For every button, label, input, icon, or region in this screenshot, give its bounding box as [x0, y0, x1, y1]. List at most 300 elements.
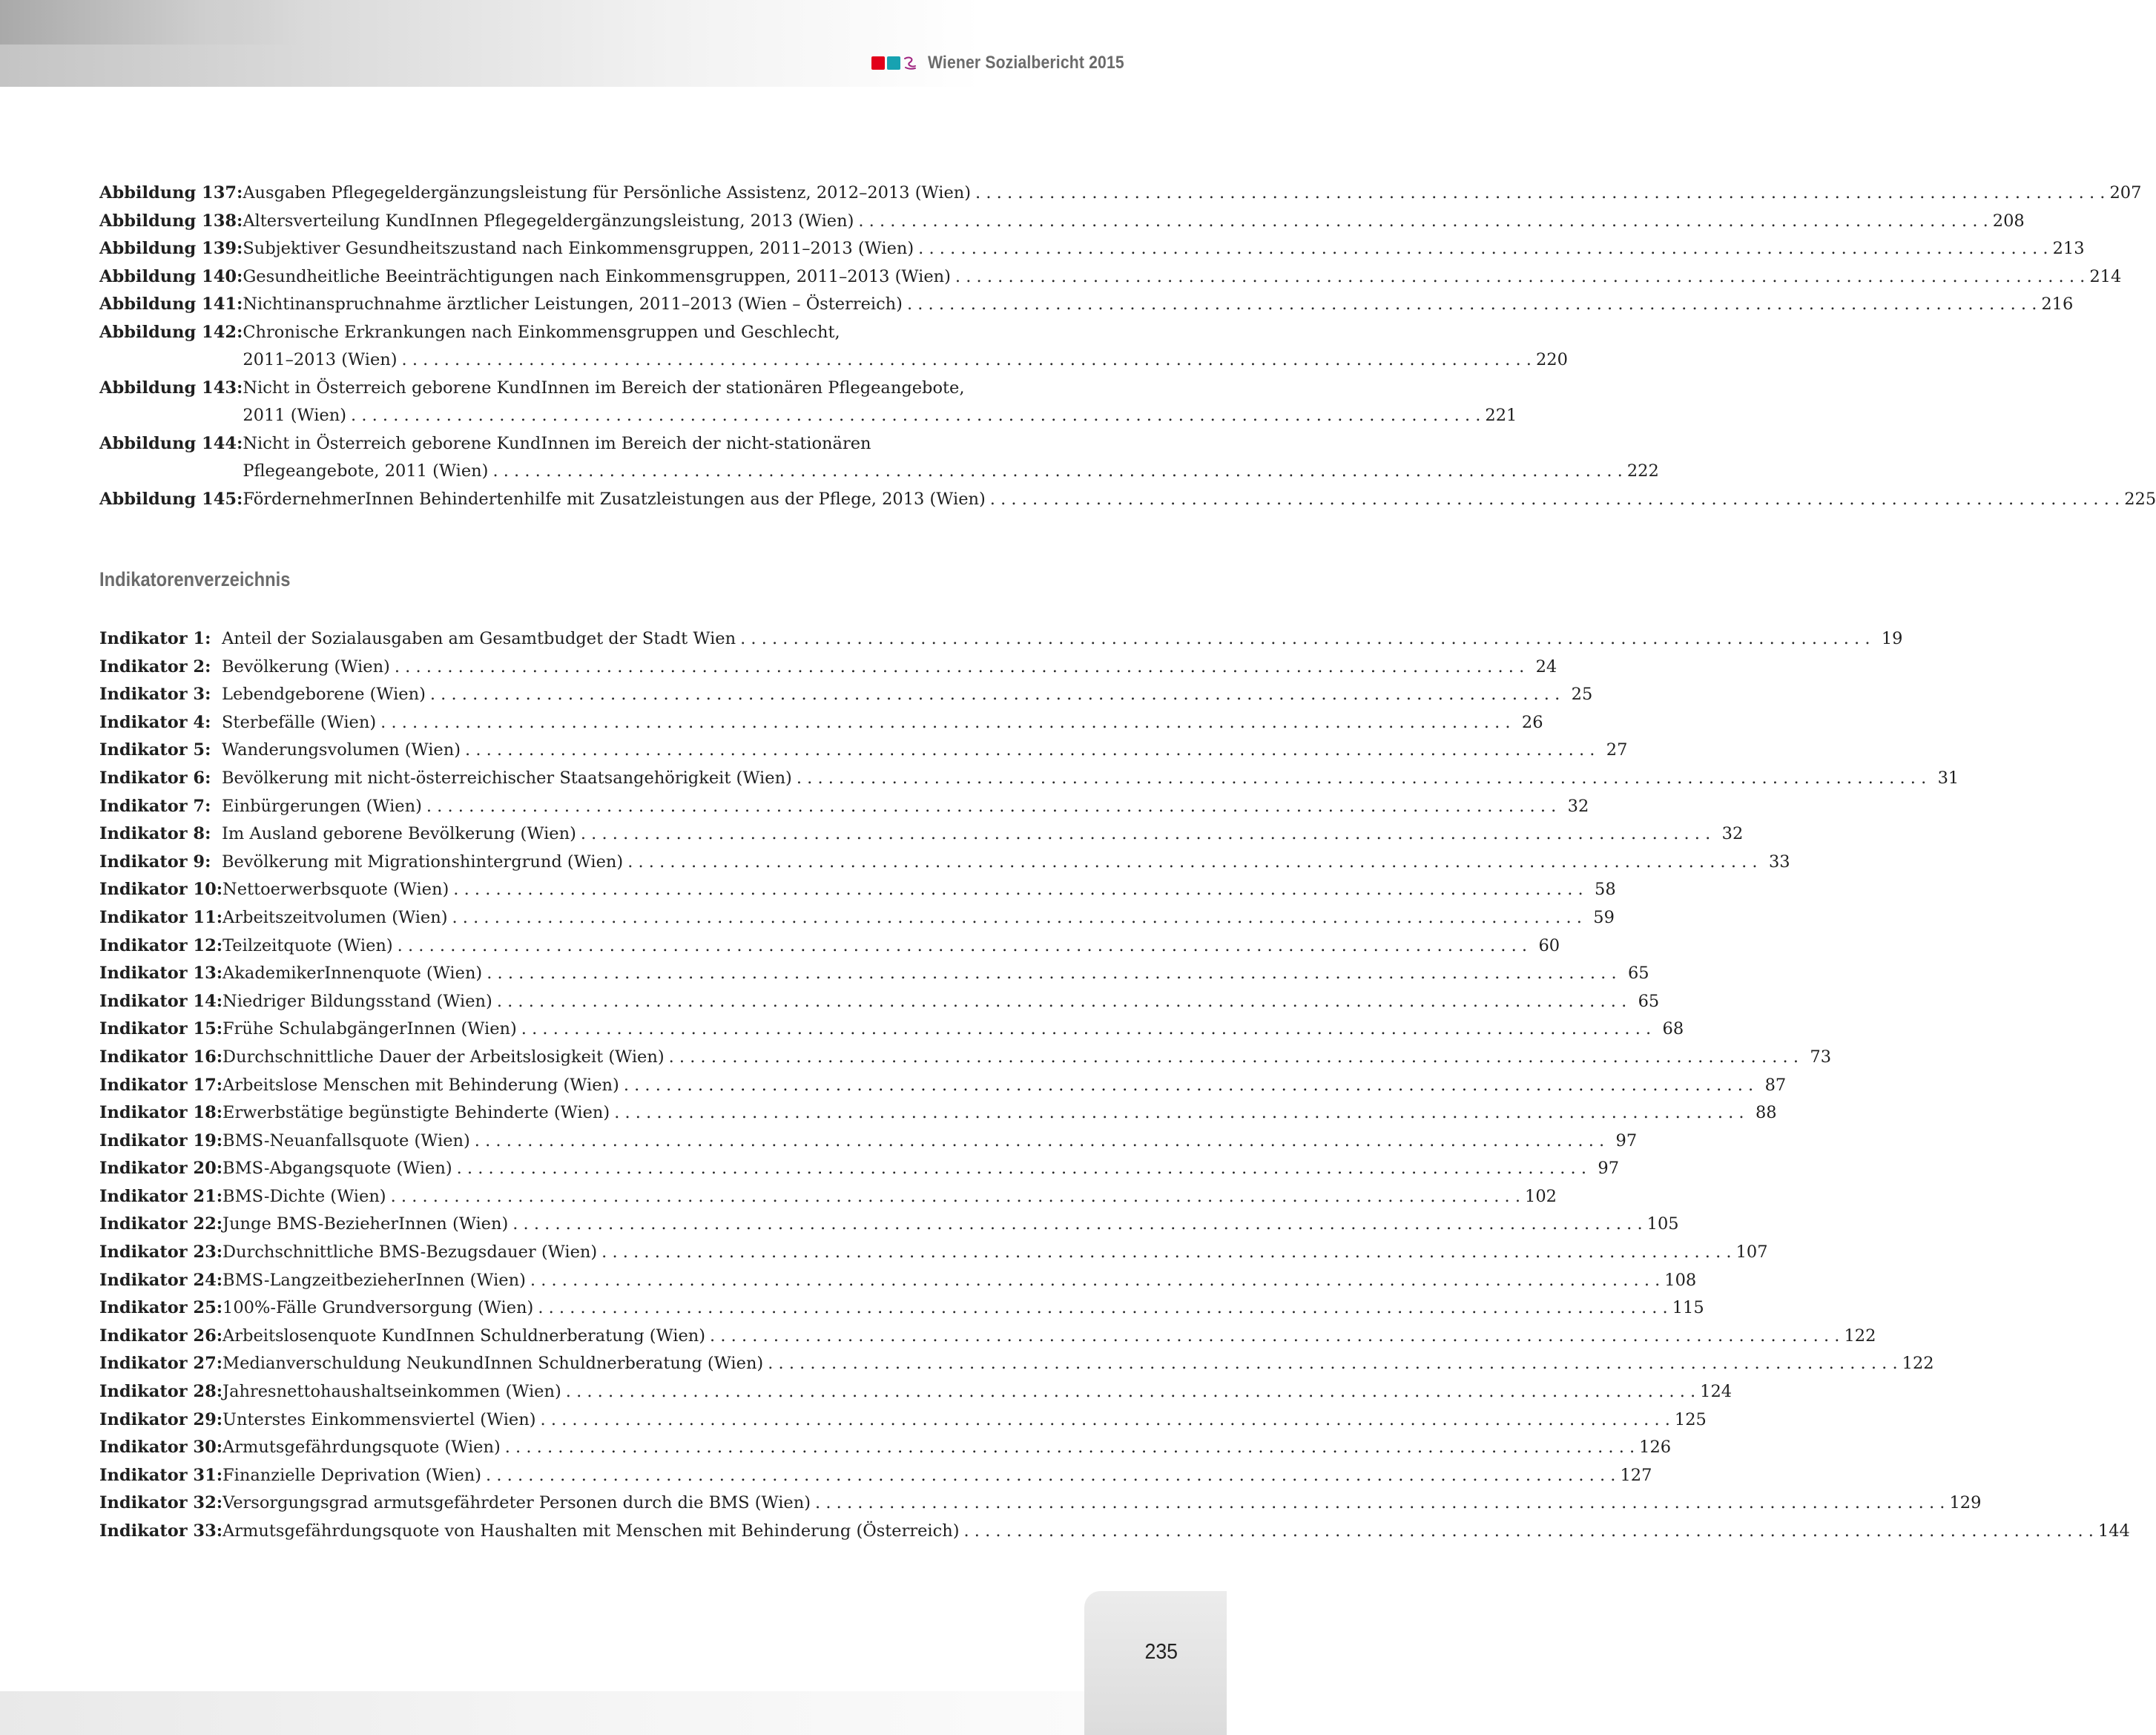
indicator-title: Sterbefälle (Wien)	[222, 712, 377, 732]
indicator-entry	[99, 737, 1628, 765]
indicator-entry-body	[222, 1015, 1684, 1044]
indicator-entry	[99, 1155, 1620, 1183]
dot-leader	[541, 1406, 1670, 1435]
indicator-title: Frühe SchulabgängerInnen (Wien)	[222, 1019, 517, 1039]
figure-entry-body	[243, 291, 2073, 319]
indicator-label: Indikator 3:	[99, 685, 211, 705]
figure-page-number: 213	[2052, 239, 2085, 258]
indicator-title: AkademikerInnenquote (Wien)	[222, 964, 483, 984]
figure-entry	[99, 430, 1659, 486]
indicator-title: Versorgungsgrad armutsgefährdeter Personen durch die BMS (Wien)	[222, 1493, 811, 1513]
indicator-title-line-wrap	[222, 765, 1959, 793]
indicator-entry	[99, 932, 1560, 961]
indicator-page-number: 127	[1620, 1465, 1652, 1485]
figure-title-line: 2011 (Wien)	[243, 406, 347, 425]
indicator-title: 100%-Fälle Grundversorgung (Wien)	[222, 1298, 534, 1318]
indicator-entry-body	[222, 820, 1743, 849]
indicator-page-number: 25	[1571, 685, 1593, 705]
indicator-label: Indikator 10:	[99, 880, 223, 900]
figure-title-line: FördernehmerInnen Behindertenhilfe mit Zusatzleistungen aus der Pflege, 2013 (Wien)	[243, 489, 986, 509]
dot-leader	[492, 458, 1622, 486]
indicator-entry	[99, 988, 1660, 1016]
indicator-title: Medianverschuldung NeukundInnen Schuldnerberatung (Wien)	[222, 1354, 764, 1374]
figure-title-last-line	[243, 346, 1568, 375]
indicator-entry-body	[222, 1211, 1679, 1239]
dot-leader	[452, 904, 1582, 932]
dot-leader	[351, 402, 1480, 430]
indicator-title: Im Ausland geborene Bevölkerung (Wien)	[222, 824, 576, 844]
indicator-label: Indikator 16:	[99, 1047, 223, 1067]
indicator-label: Indikator 12:	[99, 935, 223, 955]
figure-title-last-line	[243, 486, 2156, 514]
indicator-title-line-wrap	[222, 876, 1616, 904]
indicator-page-number: 65	[1627, 964, 1649, 984]
figure-title-line: Nichtinanspruchnahme ärztlicher Leistungen, 2011–2013 (Wien – Österreich)	[243, 294, 903, 314]
dot-leader	[395, 653, 1524, 682]
indicator-entry-body	[222, 1323, 1876, 1351]
figure-entry	[99, 180, 2142, 208]
indicator-title: Armutsgefährdungsquote von Haushalten mit Menschen mit Behinderung (Österreich)	[222, 1521, 960, 1541]
indicator-label: Indikator 6:	[99, 768, 211, 788]
indicator-entry-body	[222, 1378, 1732, 1406]
dot-leader	[964, 1518, 2094, 1546]
dot-leader	[505, 1434, 1635, 1462]
indicator-page-number: 26	[1521, 712, 1543, 732]
dot-leader	[907, 291, 2037, 319]
indicator-entry-body	[222, 737, 1627, 765]
indicator-title: BMS-Neuanfallsquote (Wien)	[222, 1130, 470, 1150]
figure-entry	[99, 208, 2025, 236]
indicator-title: Junge BMS-BezieherInnen (Wien)	[222, 1214, 509, 1234]
figure-page-number: 216	[2041, 294, 2074, 314]
dot-leader	[453, 876, 1583, 904]
running-header	[871, 50, 1151, 76]
figure-entry	[99, 486, 2156, 514]
indicator-page-number: 122	[1902, 1354, 1934, 1374]
indicator-section-heading: Indikatorenverzeichnis	[99, 568, 291, 590]
indicator-label: Indikator 27:	[99, 1354, 223, 1374]
indicator-title-line-wrap	[222, 1072, 1786, 1100]
indicator-label: Indikator 1:	[99, 629, 211, 648]
figure-label: Abbildung 141:	[99, 294, 243, 314]
indicator-entry-body	[222, 1099, 1777, 1127]
indicator-entry	[99, 820, 1744, 849]
indicator-title-line-wrap	[222, 681, 1592, 709]
indicator-entry-body	[222, 1406, 1707, 1435]
indicator-entry-body	[222, 765, 1959, 793]
indicator-entry-body	[222, 1462, 1652, 1490]
figure-title-line: Pflegeangebote, 2011 (Wien)	[243, 461, 489, 481]
dot-leader	[521, 1015, 1651, 1044]
figure-page-number: 220	[1535, 350, 1568, 369]
logo-teal-square-icon	[887, 56, 900, 70]
indicator-entry-body	[222, 1127, 1637, 1156]
indicator-title-line-wrap	[222, 960, 1649, 988]
figure-title-line: Subjektiver Gesundheitszustand nach Einkommensgruppen, 2011–2013 (Wien)	[243, 239, 914, 258]
indicator-title-line-wrap	[222, 1518, 2130, 1546]
indicator-label: Indikator 33:	[99, 1521, 223, 1541]
indicator-page-number: 58	[1595, 880, 1616, 900]
indicator-entry-body	[222, 1267, 1696, 1295]
indicator-label: Indikator 15:	[99, 1019, 223, 1039]
indicator-entry	[99, 1378, 1733, 1406]
figure-title-line: Nicht in Österreich geborene KundInnen im Bereich der nicht-stationären	[243, 433, 871, 453]
dot-leader	[710, 1323, 1839, 1351]
indicator-entry	[99, 1015, 1684, 1044]
indicator-entry	[99, 1462, 1652, 1490]
indicator-label: Indikator 24:	[99, 1270, 223, 1290]
figure-page-number: 222	[1626, 461, 1659, 481]
indicator-label: Indikator 30:	[99, 1438, 223, 1458]
dot-leader	[497, 988, 1626, 1016]
indicator-entry	[99, 765, 1959, 793]
indicator-entry-body	[222, 1072, 1786, 1100]
figure-entry-body	[243, 319, 1568, 375]
indicator-title: Bevölkerung (Wien)	[222, 656, 390, 676]
figure-entry-body	[243, 263, 2121, 292]
indicator-entry-body	[222, 849, 1790, 877]
indicator-page-number: 105	[1646, 1214, 1679, 1234]
indicator-label: Indikator 23:	[99, 1242, 223, 1262]
indicator-label: Indikator 25:	[99, 1298, 223, 1318]
indicator-label: Indikator 21:	[99, 1186, 223, 1206]
indicator-entry	[99, 681, 1593, 709]
dot-leader	[426, 793, 1556, 821]
indicator-title-line-wrap	[222, 625, 1903, 653]
figure-label: Abbildung 139:	[99, 239, 243, 258]
indicator-page-number: 60	[1538, 935, 1560, 955]
indicator-page-number: 102	[1525, 1186, 1557, 1206]
figure-title-last-line	[243, 208, 2024, 236]
indicator-title-line-wrap	[222, 1099, 1777, 1127]
indicator-title-line-wrap	[222, 1211, 1679, 1239]
indicator-title: Einbürgerungen (Wien)	[222, 796, 422, 816]
indicator-entry-body	[222, 1350, 1934, 1378]
indicator-entry	[99, 876, 1616, 904]
indicator-entry-body	[222, 709, 1543, 737]
indicator-page-number: 32	[1567, 796, 1589, 816]
indicator-title-line-wrap	[222, 1489, 1981, 1518]
indicator-page-number: 65	[1638, 991, 1660, 1011]
dot-leader	[512, 1211, 1642, 1239]
indicator-title-line-wrap	[222, 1434, 1671, 1462]
figure-entry	[99, 375, 1517, 430]
figure-page-number: 207	[2109, 183, 2142, 203]
figure-label: Abbildung 142:	[99, 322, 243, 342]
dot-leader	[955, 263, 2085, 292]
indicator-list	[99, 625, 2130, 1546]
indicator-title-line-wrap	[222, 1350, 1934, 1378]
indicator-page-number: 33	[1768, 852, 1790, 872]
dot-leader	[380, 709, 1510, 737]
figure-entry	[99, 319, 1568, 375]
indicator-page-number: 88	[1755, 1103, 1777, 1123]
figure-list	[99, 180, 2156, 513]
indicator-title-line-wrap	[222, 1294, 1704, 1323]
indicator-label: Indikator 2:	[99, 656, 211, 676]
figure-entry-body	[243, 430, 1658, 486]
dot-leader	[858, 208, 1988, 236]
indicator-page-number: 24	[1535, 656, 1557, 676]
indicator-title: Durchschnittliche Dauer der Arbeitslosigkeit (Wien)	[222, 1047, 665, 1067]
indicator-title: Durchschnittliche BMS-Bezugsdauer (Wien)	[222, 1242, 598, 1262]
indicator-title: Teilzeitquote (Wien)	[222, 935, 393, 955]
indicator-entry-body	[222, 653, 1557, 682]
indicator-title-line-wrap	[222, 1267, 1696, 1295]
indicator-title: Arbeitszeitvolumen (Wien)	[222, 907, 448, 927]
dot-leader	[530, 1267, 1660, 1295]
indicator-title: BMS-LangzeitbezieherInnen (Wien)	[222, 1270, 526, 1290]
indicator-title-line-wrap	[222, 1127, 1637, 1156]
indicator-entry	[99, 793, 1589, 821]
indicator-entry	[99, 625, 1903, 653]
figure-page-number: 214	[2089, 266, 2122, 286]
figure-title-last-line	[243, 235, 2084, 263]
indicator-entry	[99, 1294, 1704, 1323]
indicator-title-line-wrap	[222, 1378, 1732, 1406]
figure-label: Abbildung 144:	[99, 433, 243, 453]
figure-entry-body	[243, 235, 2084, 263]
indicator-title-line-wrap	[222, 1155, 1619, 1183]
indicator-entry	[99, 1518, 2130, 1546]
indicator-label: Indikator 31:	[99, 1465, 223, 1485]
dot-leader	[918, 235, 2048, 263]
indicator-page-number: 97	[1615, 1130, 1638, 1150]
indicator-entry	[99, 849, 1790, 877]
dot-leader	[614, 1099, 1744, 1127]
indicator-label: Indikator 4:	[99, 712, 211, 732]
dot-leader	[740, 625, 1870, 653]
indicator-entry	[99, 709, 1543, 737]
dot-leader	[457, 1155, 1586, 1183]
indicator-entry-body	[222, 1155, 1619, 1183]
indicator-label: Indikator 22:	[99, 1214, 223, 1234]
indicator-label: Indikator 20:	[99, 1159, 223, 1179]
indicator-label: Indikator 28:	[99, 1382, 223, 1402]
indicator-label: Indikator 17:	[99, 1075, 223, 1095]
indicator-entry-body	[222, 1434, 1671, 1462]
indicator-entry	[99, 1323, 1876, 1351]
figure-entry	[99, 263, 2122, 292]
indicator-title: BMS-Dichte (Wien)	[222, 1186, 386, 1206]
dot-leader	[627, 849, 1757, 877]
indicator-title: Bevölkerung mit nicht-österreichischer Staatsangehörigkeit (Wien)	[222, 768, 792, 788]
figure-title-last-line	[243, 458, 1658, 486]
indicator-label: Indikator 9:	[99, 852, 211, 872]
indicator-page-number: 73	[1810, 1047, 1832, 1067]
indicator-entry	[99, 1211, 1679, 1239]
indicator-label: Indikator 14:	[99, 991, 223, 1011]
indicator-page-number: 107	[1735, 1242, 1768, 1262]
indicator-label: Indikator 5:	[99, 740, 211, 760]
indicator-title: Anteil der Sozialausgaben am Gesamtbudget der Stadt Wien	[222, 629, 736, 648]
dot-leader	[624, 1072, 1753, 1100]
figure-title-last-line	[243, 180, 2141, 208]
dot-leader	[768, 1350, 1897, 1378]
indicator-title-line-wrap	[222, 988, 1659, 1016]
figure-label: Abbildung 138:	[99, 211, 243, 231]
indicator-entry-body	[222, 1294, 1704, 1323]
indicator-entry-body	[222, 876, 1616, 904]
indicator-title-line-wrap	[222, 1462, 1652, 1490]
indicator-entry	[99, 1267, 1697, 1295]
indicator-title: BMS-Abgangsquote (Wien)	[222, 1159, 452, 1179]
indicator-entry	[99, 1127, 1638, 1156]
indicator-title: Unterstes Einkommensviertel (Wien)	[222, 1409, 536, 1429]
indicator-entry-body	[222, 1239, 1767, 1267]
indicator-entry-body	[222, 988, 1659, 1016]
indicator-entry-body	[222, 681, 1592, 709]
indicator-label: Indikator 7:	[99, 796, 211, 816]
dot-leader	[486, 1462, 1615, 1490]
indicator-title-line-wrap	[222, 1015, 1684, 1044]
figure-title-line: Nicht in Österreich geborene KundInnen im Bereich der stationären Pflegeangebote,	[243, 378, 965, 398]
indicator-title-line-wrap	[222, 1406, 1707, 1435]
indicator-label: Indikator 29:	[99, 1409, 223, 1429]
footer-band	[0, 1691, 1084, 1735]
indicator-title-line-wrap	[222, 932, 1560, 961]
indicator-title: Bevölkerung mit Migrationshintergrund (Wien)	[222, 852, 624, 872]
report-title: Wiener Sozialbericht 2015	[928, 53, 1124, 73]
indicator-title: Finanzielle Deprivation (Wien)	[222, 1465, 482, 1485]
indicator-entry	[99, 1350, 1934, 1378]
figure-title-line: 2011–2013 (Wien)	[243, 350, 398, 369]
indicator-page-number: 125	[1674, 1409, 1707, 1429]
indicator-entry-body	[222, 932, 1560, 961]
header-accent-strip	[0, 0, 297, 45]
figure-entry	[99, 235, 2085, 263]
dot-leader	[669, 1044, 1799, 1072]
figure-page-number: 225	[2124, 489, 2156, 509]
indicator-label: Indikator 13:	[99, 964, 223, 984]
indicator-title: Niedriger Bildungsstand (Wien)	[222, 991, 492, 1011]
dot-leader	[566, 1378, 1695, 1406]
figure-page-number: 208	[1992, 211, 2025, 231]
indicator-page-number: 68	[1662, 1019, 1684, 1039]
figure-title-line: Gesundheitliche Beeinträchtigungen nach Einkommensgruppen, 2011–2013 (Wien)	[243, 266, 951, 286]
figure-page-number: 221	[1485, 406, 1517, 425]
indicator-title-line-wrap	[222, 709, 1543, 737]
indicator-entry-body	[222, 793, 1589, 821]
figure-entry-body	[243, 375, 1517, 430]
dot-leader	[601, 1239, 1731, 1267]
indicator-entry	[99, 1099, 1777, 1127]
indicator-page-number: 144	[2097, 1521, 2130, 1541]
indicator-title-line-wrap	[222, 1183, 1557, 1211]
indicator-entry	[99, 1072, 1787, 1100]
indicator-title: Wanderungsvolumen (Wien)	[222, 740, 461, 760]
indicator-title: Armutsgefährdungsquote (Wien)	[222, 1438, 501, 1458]
indicator-entry	[99, 1434, 1672, 1462]
indicator-entry	[99, 904, 1615, 932]
figure-entry-body	[243, 208, 2024, 236]
indicator-label: Indikator 18:	[99, 1103, 223, 1123]
indicator-page-number: 97	[1598, 1159, 1620, 1179]
indicator-entry-body	[222, 960, 1649, 988]
indicator-page-number: 19	[1881, 629, 1903, 648]
indicator-entry-body	[222, 904, 1615, 932]
dot-leader	[391, 1183, 1520, 1211]
figure-title-last-line	[243, 263, 2121, 292]
indicator-title-line-wrap	[222, 737, 1627, 765]
indicator-title-line-wrap	[222, 820, 1743, 849]
indicator-page-number: 124	[1700, 1382, 1733, 1402]
indicator-entry	[99, 960, 1649, 988]
indicator-page-number: 108	[1664, 1270, 1697, 1290]
dot-leader	[815, 1489, 1945, 1518]
indicator-title: Jahresnettohaushaltseinkommen (Wien)	[222, 1382, 561, 1402]
figure-title-line: Ausgaben Pflegegeldergänzungsleistung für Persönliche Assistenz, 2012–2013 (Wien)	[243, 183, 972, 203]
indicator-title: Nettoerwerbsquote (Wien)	[222, 880, 449, 900]
indicator-label: Indikator 26:	[99, 1326, 223, 1346]
indicator-label: Indikator 8:	[99, 824, 211, 844]
indicator-page-number: 115	[1672, 1298, 1704, 1318]
figure-title-line: Altersverteilung KundInnen Pflegegeldergänzungsleistung, 2013 (Wien)	[243, 211, 854, 231]
indicator-entry	[99, 1183, 1557, 1211]
indicator-entry-body	[222, 1518, 2130, 1546]
indicator-entry	[99, 653, 1557, 682]
indicator-page-number: 122	[1844, 1326, 1876, 1346]
indicator-title-line-wrap	[222, 904, 1615, 932]
indicator-entry	[99, 1489, 1982, 1518]
figure-title-line: Chronische Erkrankungen nach Einkommensgruppen und Geschlecht,	[243, 322, 840, 342]
indicator-entry	[99, 1239, 1768, 1267]
indicator-label: Indikator 11:	[99, 907, 223, 927]
indicator-title-line-wrap	[222, 1239, 1767, 1267]
indicator-page-number: 31	[1937, 768, 1959, 788]
dot-leader	[581, 820, 1710, 849]
indicator-page-number: 32	[1721, 824, 1744, 844]
logo-red-square-icon	[871, 56, 885, 70]
page-number: 235	[1144, 1640, 1178, 1664]
figure-title-last-line	[243, 402, 1517, 430]
indicator-title-line-wrap	[222, 849, 1790, 877]
dot-leader	[465, 737, 1595, 765]
dot-leader	[797, 765, 1926, 793]
figure-entry-body	[243, 486, 2156, 514]
wiener-sozialbericht-logo-icon	[871, 56, 917, 70]
figure-title-last-line	[243, 291, 2073, 319]
indicator-entry-body	[222, 625, 1903, 653]
indicator-title-line-wrap	[222, 1044, 1831, 1072]
indicator-title: Arbeitslose Menschen mit Behinderung (Wien)	[222, 1075, 619, 1095]
indicator-title-line-wrap	[222, 1323, 1876, 1351]
figure-label: Abbildung 140:	[99, 266, 243, 286]
indicator-page-number: 126	[1639, 1438, 1672, 1458]
indicator-title-line-wrap	[222, 793, 1589, 821]
indicator-label: Indikator 19:	[99, 1130, 223, 1150]
indicator-title-line-wrap	[222, 653, 1557, 682]
indicator-title: Lebendgeborene (Wien)	[222, 685, 426, 705]
figure-entry	[99, 291, 2074, 319]
dot-leader	[538, 1294, 1667, 1323]
dot-leader	[402, 346, 1532, 375]
indicator-page-number: 129	[1949, 1493, 1982, 1513]
indicator-page-number: 27	[1606, 740, 1628, 760]
indicator-entry-body	[222, 1489, 1981, 1518]
logo-swirl-icon	[903, 56, 917, 70]
dot-leader	[487, 960, 1616, 988]
indicator-page-number: 87	[1764, 1075, 1787, 1095]
figure-label: Abbildung 145:	[99, 489, 243, 509]
indicator-entry	[99, 1044, 1832, 1072]
indicator-entry	[99, 1406, 1707, 1435]
figure-label: Abbildung 143:	[99, 378, 243, 398]
dot-leader	[990, 486, 2120, 514]
figure-entry-body	[243, 180, 2141, 208]
indicator-title: Erwerbstätige begünstigte Behinderte (Wien)	[222, 1103, 610, 1123]
indicator-label: Indikator 32:	[99, 1493, 223, 1513]
